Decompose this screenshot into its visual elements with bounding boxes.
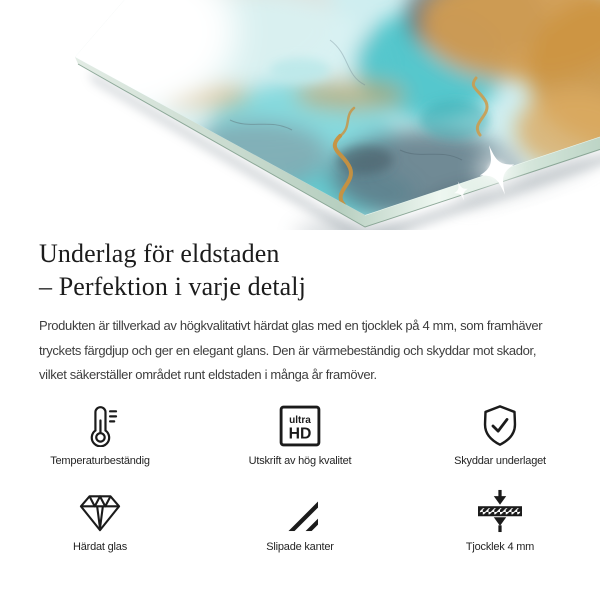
diamond-icon: [78, 490, 122, 533]
feature-label: Härdat glas: [72, 541, 128, 553]
feature-print-quality: [200, 404, 400, 468]
ultra-hd-badge-top: ultra: [289, 415, 311, 427]
feature-temperature: [0, 404, 200, 468]
page-title: [39, 237, 579, 303]
feature-label: Temperaturbeständig: [50, 455, 150, 467]
feature-label: Utskrift av hög kvalitet: [248, 455, 352, 467]
beveled-edges-icon: [280, 490, 320, 533]
hero-product-image: [0, 0, 600, 230]
feature-label: Skyddar underlaget: [454, 455, 546, 467]
feature-label: Slipade kanter: [266, 541, 334, 553]
thickness-icon: [477, 490, 523, 533]
shield-check-icon: [479, 404, 521, 447]
description-line: tryckets färgdjup och ger en elegant glans. Den är värmebeständig och skyddar mot skador,: [39, 342, 537, 358]
page-title-line2: – Perfektion i varje detalj: [39, 272, 306, 301]
feature-grid: [0, 404, 600, 554]
feature-tempered-glass: [0, 490, 200, 554]
glass-panel-illustration: [0, 0, 600, 230]
feature-thickness: [400, 490, 600, 554]
feature-protection: [400, 404, 600, 468]
page-title-line1: Underlag för eldstaden: [39, 239, 280, 268]
ultra-hd-icon: [279, 404, 321, 447]
thermometer-icon: [78, 404, 122, 447]
feature-label: Tjocklek 4 mm: [465, 541, 535, 553]
ultra-hd-badge-bottom: HD: [288, 425, 312, 443]
feature-polished-edges: [200, 490, 400, 554]
description-line: Produkten är tillverkad av högkvalitativt härdat glas med en tjocklek på 4 mm, som framhäver: [39, 318, 543, 333]
product-description: [39, 314, 579, 388]
description-line: vilket säkerställer området runt eldstaden i många år framöver.: [39, 367, 377, 382]
